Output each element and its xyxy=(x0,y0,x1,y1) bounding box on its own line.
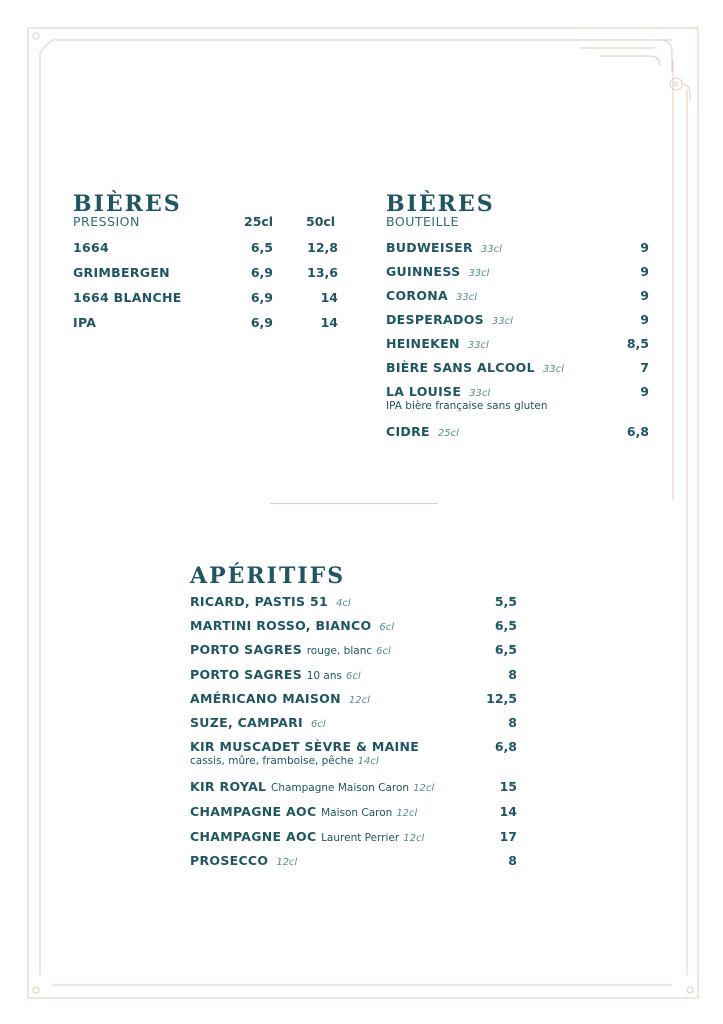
item-price: 9 xyxy=(640,384,649,399)
menu-item xyxy=(190,715,517,731)
item-price-25cl: 6,9 xyxy=(250,315,273,330)
item-name: BUDWEISER 33cl xyxy=(386,240,502,255)
item-name: HEINEKEN 33cl xyxy=(386,336,489,351)
menu-item xyxy=(190,691,517,707)
item-volume: 33cl xyxy=(469,388,491,399)
item-price-50cl: 14 xyxy=(320,315,338,330)
item-name: 1664 xyxy=(73,240,109,255)
item-volume: 6cl xyxy=(311,719,326,730)
item-price: 12,5 xyxy=(486,691,517,706)
item-description: cassis, mûre, framboise, pêche 14cl xyxy=(190,755,379,767)
item-price: 7 xyxy=(640,360,649,375)
item-price: 5,5 xyxy=(494,594,517,609)
section-divider xyxy=(270,503,438,504)
menu-item xyxy=(386,360,649,376)
item-price: 17 xyxy=(499,829,517,844)
item-volume: 6cl xyxy=(345,671,361,682)
item-name: CORONA 33cl xyxy=(386,288,478,303)
item-price: 6,8 xyxy=(626,424,649,439)
item-price: 9 xyxy=(640,240,649,255)
item-price: 8 xyxy=(508,853,517,868)
item-volume: 25cl xyxy=(437,428,459,439)
item-price: 9 xyxy=(640,264,649,279)
item-volume: 33cl xyxy=(468,268,490,279)
item-volume: 12cl xyxy=(276,857,298,868)
section-subtitle: PRESSION xyxy=(73,214,140,229)
menu-item xyxy=(386,288,649,304)
menu-item xyxy=(386,384,649,412)
item-name: CHAMPAGNE AOC Laurent Perrier 12cl xyxy=(190,829,425,844)
item-volume: 12cl xyxy=(413,783,435,794)
item-volume: 33cl xyxy=(491,316,513,327)
item-name: SUZE, CAMPARI 6cl xyxy=(190,715,326,730)
item-price: 9 xyxy=(640,288,649,303)
menu-item xyxy=(190,739,517,767)
item-name: GUINNESS 33cl xyxy=(386,264,490,279)
item-volume: 6cl xyxy=(379,622,395,633)
item-volume: 33cl xyxy=(467,340,489,351)
menu-item xyxy=(190,829,517,845)
menu-item xyxy=(386,312,649,328)
item-price-25cl: 6,9 xyxy=(250,265,273,280)
menu-item xyxy=(386,240,649,256)
menu-item xyxy=(73,240,338,256)
item-price: 14 xyxy=(499,804,517,819)
section-title: BIÈRES xyxy=(386,191,495,217)
item-name: AMÉRICANO MAISON 12cl xyxy=(190,691,370,706)
section-title: APÉRITIFS xyxy=(190,563,346,589)
item-name: KIR ROYAL Champagne Maison Caron 12cl xyxy=(190,779,435,794)
item-price: 8 xyxy=(508,667,517,682)
item-name: PORTO SAGRES 10 ans 6cl xyxy=(190,667,361,682)
item-volume: 6cl xyxy=(376,646,391,657)
item-name: MARTINI ROSSO, BIANCO 6cl xyxy=(190,618,395,633)
section-title: BIÈRES xyxy=(73,191,182,217)
item-volume: 12cl xyxy=(403,833,425,844)
item-volume: 12cl xyxy=(396,808,418,819)
item-name: BIÈRE SANS ALCOOL 33cl xyxy=(386,360,564,375)
menu-item xyxy=(190,779,517,795)
menu-item xyxy=(190,594,517,610)
item-price-50cl: 13,6 xyxy=(307,265,338,280)
column-header-50cl: 50cl xyxy=(306,214,336,229)
item-name: GRIMBERGEN xyxy=(73,265,170,280)
item-detail: Champagne Maison Caron xyxy=(270,782,410,794)
item-name: LA LOUISE 33cl xyxy=(386,384,491,399)
item-price-50cl: 12,8 xyxy=(307,240,338,255)
item-name: RICARD, PASTIS 51 4cl xyxy=(190,594,351,609)
item-name: PORTO SAGRES rouge, blanc 6cl xyxy=(190,642,391,657)
menu-item xyxy=(73,290,338,306)
section-subtitle: BOUTEILLE xyxy=(386,214,459,229)
item-name: PROSECCO 12cl xyxy=(190,853,298,868)
menu-item xyxy=(73,315,338,331)
item-price: 8,5 xyxy=(626,336,649,351)
menu-item xyxy=(386,336,649,352)
item-volume: 33cl xyxy=(456,292,478,303)
menu-item xyxy=(190,642,517,658)
menu-item xyxy=(190,804,517,820)
item-price-25cl: 6,5 xyxy=(250,240,273,255)
item-name: 1664 BLANCHE xyxy=(73,290,182,305)
menu-item xyxy=(190,667,517,683)
item-price: 6,5 xyxy=(494,618,517,633)
item-volume: 33cl xyxy=(542,364,564,375)
item-name: IPA xyxy=(73,315,97,330)
item-price: 8 xyxy=(508,715,517,730)
item-name: CHAMPAGNE AOC Maison Caron 12cl xyxy=(190,804,418,819)
menu-item xyxy=(190,853,517,869)
item-detail: rouge, blanc xyxy=(306,645,373,657)
item-price: 6,8 xyxy=(494,739,517,754)
menu-item xyxy=(190,618,517,634)
item-price: 9 xyxy=(640,312,649,327)
menu-item xyxy=(386,424,649,440)
item-volume: 14cl xyxy=(357,756,379,767)
menu-item xyxy=(73,265,338,281)
item-detail: Laurent Perrier xyxy=(321,832,400,844)
column-header-25cl: 25cl xyxy=(244,214,274,229)
item-volume: 33cl xyxy=(480,244,502,255)
item-price: 6,5 xyxy=(494,642,517,657)
item-volume: 12cl xyxy=(348,695,370,706)
item-name: DESPERADOS 33cl xyxy=(386,312,513,327)
item-name: CIDRE 25cl xyxy=(386,424,459,439)
item-price-25cl: 6,9 xyxy=(250,290,273,305)
item-price-50cl: 14 xyxy=(320,290,338,305)
item-description: IPA bière française sans gluten xyxy=(386,400,548,412)
menu-item xyxy=(386,264,649,280)
item-detail: Maison Caron xyxy=(321,807,393,819)
item-volume: 4cl xyxy=(335,598,351,609)
item-price: 15 xyxy=(499,779,517,794)
item-name: KIR MUSCADET SÈVRE & MAINE xyxy=(190,739,420,754)
item-detail: 10 ans xyxy=(306,670,342,682)
